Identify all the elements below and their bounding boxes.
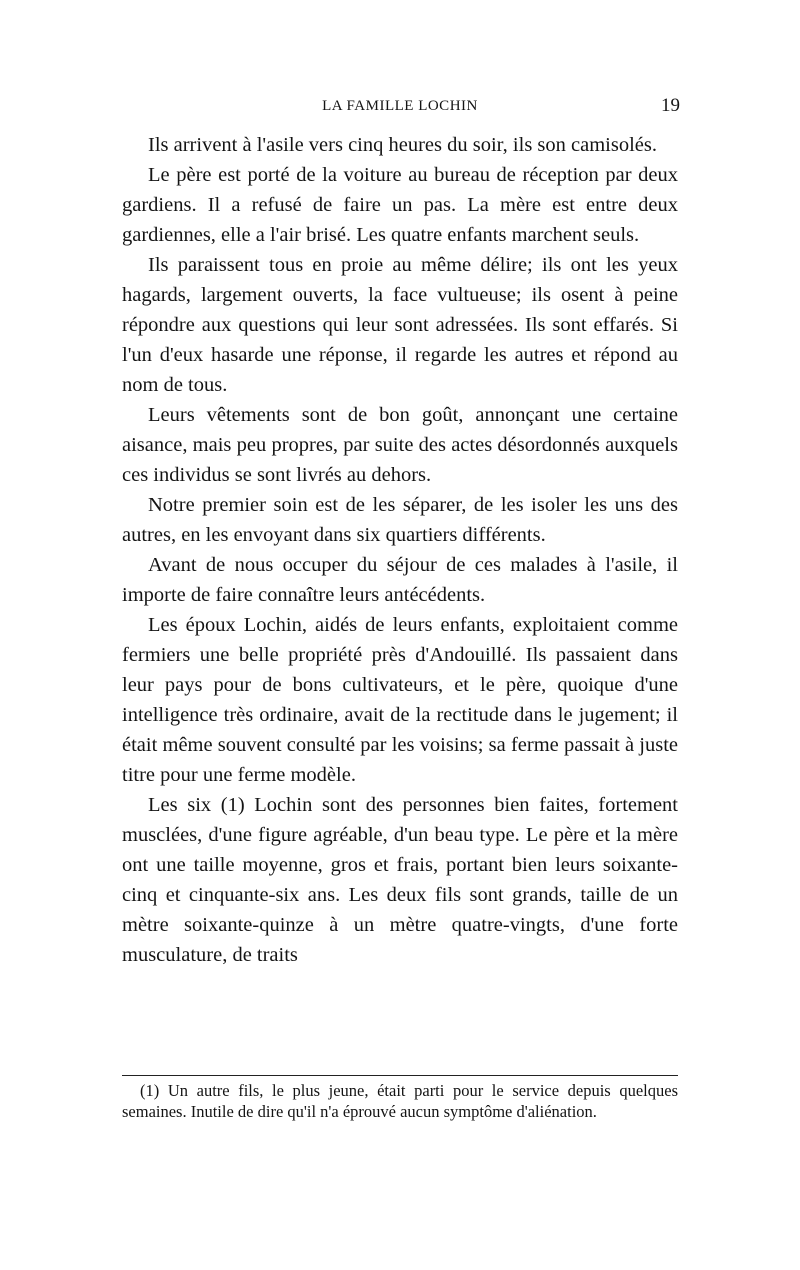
paragraph-8: Les six (1) Lochin sont des personnes bien faites, fortement musclées, d'une figure agréable, d'un beau type. Le père et la mère ont une taille moyenne, gros et frais, portant bien leurs soixante-cinq et cinquante-six ans. Les deux fils sont grands, taille de un mètre soixante-quinze à un mètre quatre-vingts, d'une forte musculature, de traits [122, 794, 678, 966]
paragraph-1: Ils arrivent à l'asile vers cinq heures du soir, ils son camisolés. [148, 134, 657, 156]
footnote: (1) Un autre fils, le plus jeune, était parti pour le service depuis quelques semaines. Inutile de dire qu'il n'a éprouvé aucun symptôme d'aliénation. [122, 1081, 678, 1121]
paragraph-6: Avant de nous occuper du séjour de ces malades à l'asile, il importe de faire connaître leurs antécédents. [122, 554, 678, 606]
page-number: 19 [661, 95, 680, 116]
paragraph-5: Notre premier soin est de les séparer, de les isoler les uns des autres, en les envoyant dans six quartiers différents. [122, 494, 678, 546]
running-head [120, 95, 680, 122]
body-text [122, 130, 678, 970]
running-title: LA FAMILLE LOCHIN [322, 98, 478, 114]
paragraph-4: Leurs vêtements sont de bon goût, annonçant une certaine aisance, mais peu propres, par suite des actes désordonnés auxquels ces individus se sont livrés au dehors. [122, 404, 678, 486]
footnote-rule [122, 1075, 678, 1076]
paragraph-3: Ils paraissent tous en proie au même délire; ils ont les yeux hagards, largement ouverts, la face vultueuse; ils osent à peine répondre aux questions qui leur sont adressées. Ils sont effarés. Si l'un d'eux hasarde une réponse, il regarde les autres et répond au nom de tous. [122, 254, 678, 396]
paragraph-7: Les époux Lochin, aidés de leurs enfants, exploitaient comme fermiers une belle propriété près d'Andouillé. Ils passaient dans leur pays pour de bons cultivateurs, et le père, quoique d'une intelligence très ordinaire, avait de la rectitude dans le jugement; il était même souvent consulté par les voisins; sa ferme passait à juste titre pour une ferme modèle. [122, 614, 678, 786]
paragraph-2: Le père est porté de la voiture au bureau de réception par deux gardiens. Il a refusé de faire un pas. La mère est entre deux gardiennes, elle a l'air brisé. Les quatre enfants marchent seuls. [122, 164, 678, 246]
